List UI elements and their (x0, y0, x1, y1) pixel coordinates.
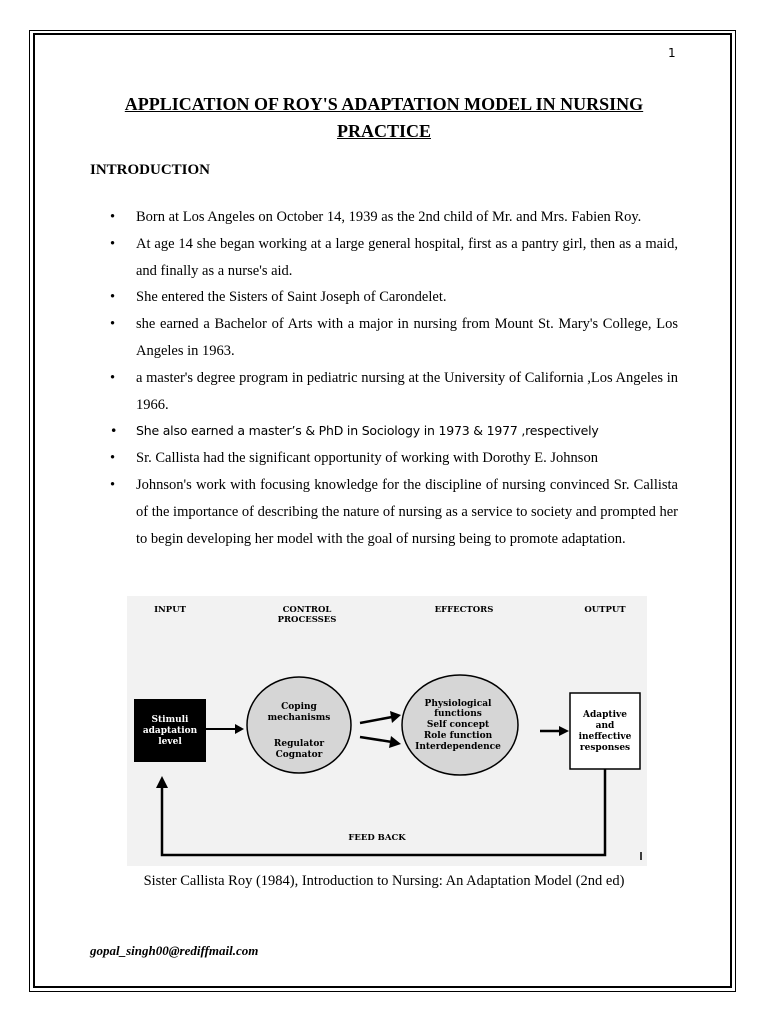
input-box-line: adaptation (142, 726, 198, 736)
section-heading: INTRODUCTION (90, 162, 211, 178)
control-circle-line: Coping (281, 702, 317, 712)
effectors-circle-line: Self concept (426, 720, 490, 730)
control-circle-line: Regulator (273, 739, 325, 749)
effectors-circle-line: functions (434, 709, 482, 719)
figure-caption: Sister Callista Roy (1984), Introduction to Nursing: An Adaptation Model (2nd ed) (143, 873, 625, 889)
page-title: APPLICATION OF ROY'S ADAPTATION MODEL IN NURSING PRACTICE (124, 94, 644, 141)
bullet-item: • Johnson's work with focusing knowledge for the discipline of nursing convinced Sr. Callista of the importance of describing the nature of nursing as a service to society and prompted her to begin developing her model with the goal of nursing being to promote adaptation. (108, 472, 678, 552)
feedback-label: FEED BACK (348, 833, 406, 843)
bullet-item: • She also earned a master’s & PhD in Sociology in 1973 & 1977 ,respectively (108, 418, 678, 445)
header-control-line2: PROCESSES (277, 615, 337, 625)
output-box-line: responses (579, 743, 631, 753)
effectors-circle-line: Interdependence (415, 742, 501, 752)
control-circle-line: mechanisms (267, 713, 331, 723)
bullet-item: • Born at Los Angeles on October 14, 1939 as the 2nd child of Mr. and Mrs. Fabien Roy. (108, 204, 678, 231)
header-control-line1: CONTROL (282, 605, 332, 615)
bullet-item: • She entered the Sisters of Saint Joseph of Carondelet. (108, 284, 678, 311)
output-box-line: and (595, 721, 615, 731)
output-box-line: Adaptive (583, 710, 627, 720)
header-effectors: EFFECTORS (434, 605, 494, 615)
bullet-item: • Sr. Callista had the significant opportunity of working with Dorothy E. Johnson (108, 445, 678, 472)
header-output: OUTPUT (584, 605, 626, 615)
footer-email: gopal_singh00@rediffmail.com (90, 943, 259, 958)
input-box-line: Stimuli (151, 715, 189, 725)
effectors-circle-line: Physiological (424, 699, 492, 709)
output-box-line: ineffective (578, 732, 632, 742)
intro-bullet-list (108, 204, 678, 552)
input-box-line: level (158, 737, 182, 747)
header-input: INPUT (154, 605, 186, 615)
control-circle-line: Cognator (275, 750, 323, 760)
page-number: 1 (668, 46, 676, 60)
bullet-item: • she earned a Bachelor of Arts with a major in nursing from Mount St. Mary's College, Los Angeles in 1963. (108, 311, 678, 365)
effectors-circle-line: Role function (423, 731, 493, 741)
roy-adaptation-diagram (127, 596, 647, 866)
output-box (570, 693, 640, 769)
bullet-item: • At age 14 she began working at a large general hospital, first as a pantry girl, then as a maid, and finally as a nurse's aid. (108, 231, 678, 285)
bullet-item: • a master's degree program in pediatric nursing at the University of California ,Los Angeles in 1966. (108, 365, 678, 419)
